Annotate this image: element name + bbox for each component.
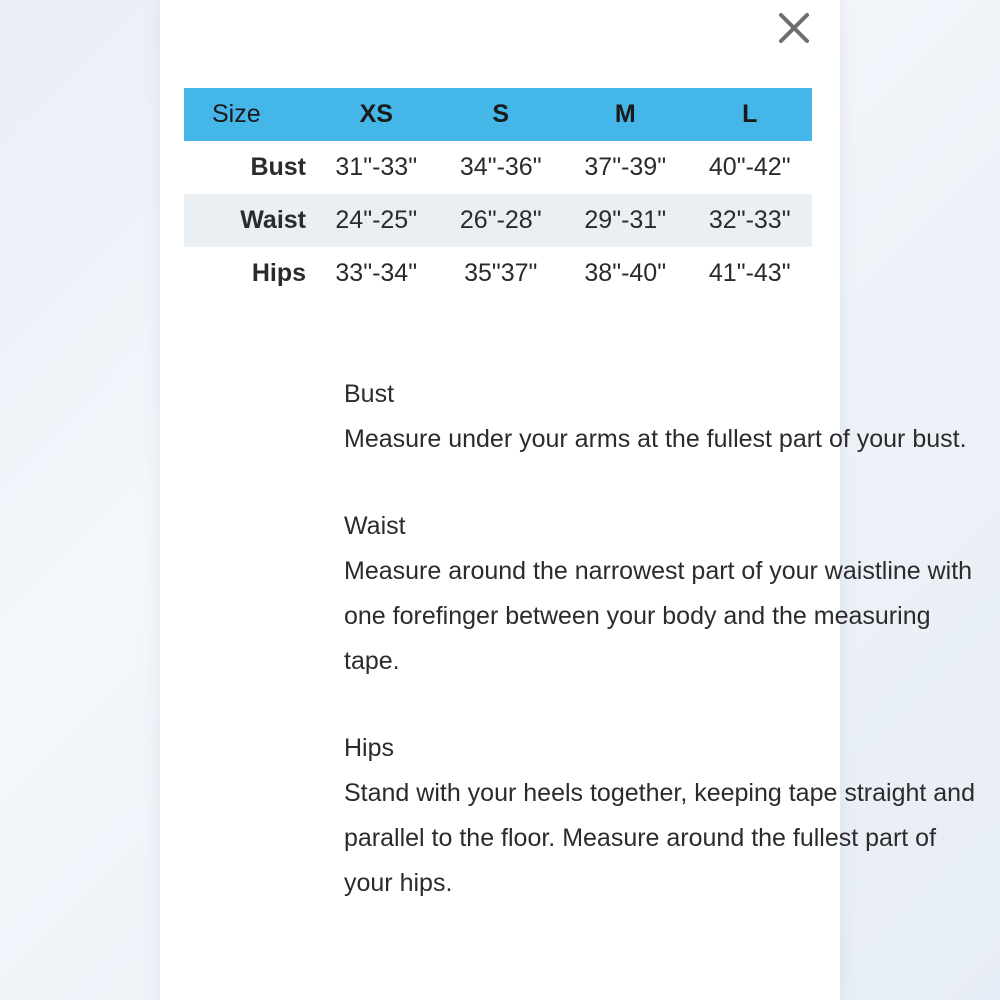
instruction-text-hips: Stand with your heels together, keeping tape straight and parallel to the floor. Measure around the fullest part of your hips. <box>344 779 975 897</box>
instruction-block-waist <box>344 504 984 684</box>
close-icon-glyph <box>777 11 811 45</box>
instruction-title-bust: Bust <box>344 380 395 408</box>
row-label-bust: Bust <box>250 153 306 181</box>
instruction-block-bust <box>344 372 984 462</box>
table-header-row <box>184 88 812 141</box>
cell-waist-l: 32"-33" <box>708 206 791 234</box>
cell-hips-s: 35"37" <box>464 259 538 287</box>
measurement-instructions <box>344 372 984 906</box>
cell-bust-xs: 31"-33" <box>335 153 418 181</box>
table-row <box>184 141 812 194</box>
size-chart-body <box>184 141 812 300</box>
size-chart-table <box>184 88 812 300</box>
instruction-text-bust: Measure under your arms at the fullest part of your bust. <box>344 425 967 453</box>
size-guide-modal <box>160 0 975 1000</box>
cell-waist-xs: 24"-25" <box>335 206 418 234</box>
cell-bust-l: 40"-42" <box>708 153 791 181</box>
cell-bust-s: 34"-36" <box>459 153 542 181</box>
instruction-block-hips <box>344 726 984 906</box>
cell-hips-l: 41"-43" <box>708 259 791 287</box>
table-row <box>184 247 812 300</box>
size-chart-header <box>184 88 812 141</box>
cell-waist-m: 29"-31" <box>584 206 667 234</box>
column-header-s: S <box>439 88 564 141</box>
cell-bust-m: 37"-39" <box>584 153 667 181</box>
column-header-size: Size <box>184 88 314 141</box>
cell-hips-xs: 33"-34" <box>335 259 418 287</box>
close-icon[interactable] <box>772 6 816 50</box>
column-header-l: L <box>688 88 813 141</box>
cell-hips-m: 38"-40" <box>584 259 667 287</box>
row-label-hips: Hips <box>251 259 306 287</box>
column-header-xs: XS <box>314 88 439 141</box>
row-label-waist: Waist <box>240 206 306 234</box>
column-header-m: M <box>563 88 688 141</box>
table-row <box>184 194 812 247</box>
instruction-text-waist: Measure around the narrowest part of your waistline with one forefinger between your body and the measuring tape. <box>344 557 973 675</box>
instruction-title-waist: Waist <box>344 512 406 540</box>
cell-waist-s: 26"-28" <box>459 206 542 234</box>
instruction-title-hips: Hips <box>344 734 395 762</box>
